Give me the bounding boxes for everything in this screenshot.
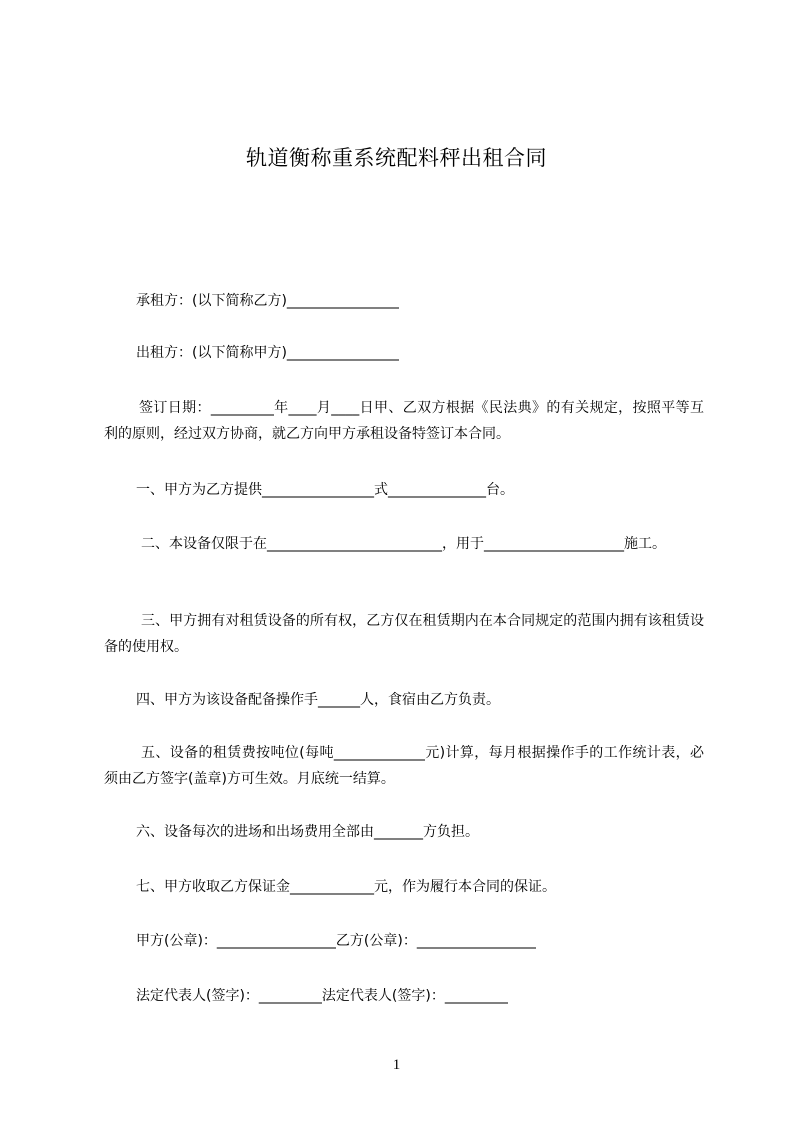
clause-7: 七、甲方收取乙方保证金____________元，作为履行本合同的保证。 [136, 879, 556, 895]
seal-line: 甲方(公章)：_________________乙方(公章)：_________________ [136, 933, 536, 949]
clause-2: 二、本设备仅限于在_________________________，用于____________________施工。 [141, 536, 666, 552]
lessor-line: 出租方：(以下简称甲方)________________ [136, 345, 399, 361]
clause-4: 四、甲方为该设备配备操作手______人，食宿由乙方负责。 [136, 692, 500, 708]
clause-3: 三、甲方拥有对租赁设备的所有权，乙方仅在租赁期内在本合同规定的范围内拥有该租赁设备的使用权。 [104, 613, 704, 655]
clause-6: 六、设备每次的进场和出场费用全部由_______方负担。 [136, 824, 479, 840]
page-number: 1 [392, 1057, 401, 1073]
clause-1: 一、甲方为乙方提供________________式______________台。 [136, 482, 514, 498]
clause-5: 五、设备的租赁费按吨位(每吨_____________元)计算，每月根据操作手的工作统计表，必须由乙方签字(盖章)方可生效。月底统一结算。 [104, 745, 704, 787]
signing-paragraph: 签订日期：_________年____月____日甲、乙双方根据《民法典》的有关规定，按照平等互利的原则，经过双方协商，就乙方向甲方承租设备特签订本合同。 [104, 400, 704, 442]
representative-signature-line: 法定代表人(签字)：_________法定代表人(签字)：_________ [136, 988, 508, 1004]
lessee-line: 承租方：(以下简称乙方)________________ [136, 293, 399, 309]
document-title: 轨道衡称重系统配料秤出租合同 [246, 146, 547, 170]
